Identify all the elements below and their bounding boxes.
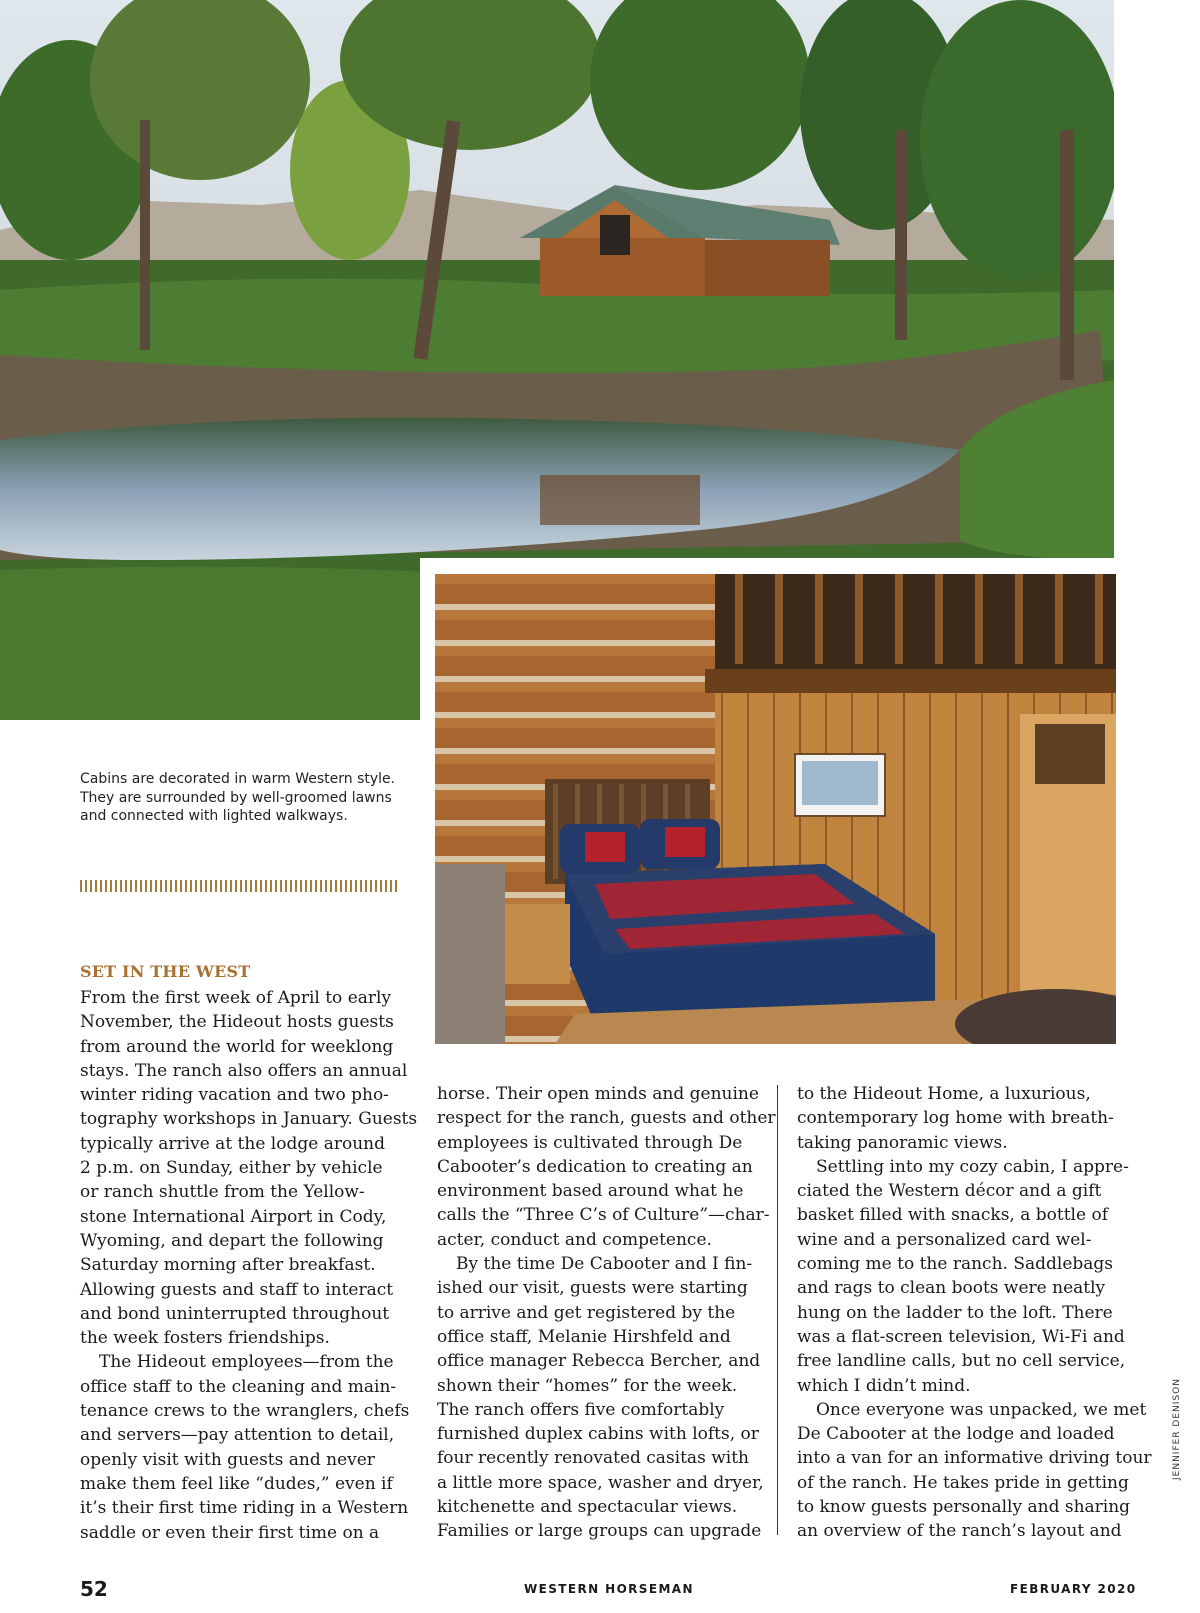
- text-line: free landline calls, but no cell service,: [797, 1351, 1126, 1372]
- text-line: November, the Hideout hosts guests: [80, 1012, 394, 1033]
- text-line: openly visit with guests and never: [80, 1449, 375, 1470]
- text-line: employees is cultivated through De: [437, 1132, 743, 1153]
- cabin-bedroom-photo: [435, 574, 1116, 1044]
- text-line: into a van for an informative driving tour: [797, 1448, 1152, 1469]
- text-line: De Cabooter at the lodge and loaded: [797, 1424, 1115, 1445]
- text-line: to arrive and get registered by the: [437, 1302, 736, 1323]
- text-line: Allowing guests and staff to interact: [80, 1279, 394, 1300]
- section-heading: SET IN THE WEST: [80, 962, 251, 981]
- text-line: office staff to the cleaning and main-: [80, 1376, 397, 1397]
- text-line: from around the world for weeklong: [80, 1036, 394, 1057]
- text-line: stays. The ranch also offers an annual: [80, 1060, 408, 1081]
- text-line: From the first week of April to early: [80, 988, 392, 1008]
- text-line: environment based around what he: [437, 1181, 744, 1202]
- text-line: shown their “homes” for the week.: [437, 1375, 738, 1396]
- page-number: 52: [80, 1577, 108, 1601]
- text-line: to know guests personally and sharing: [797, 1497, 1131, 1518]
- text-line: of the ranch. He takes pride in getting: [797, 1472, 1129, 1493]
- text-line: 2 p.m. on Sunday, either by vehicle: [80, 1158, 383, 1179]
- text-line: respect for the ranch, guests and other: [437, 1108, 776, 1129]
- text-line: Families or large groups can upgrade: [437, 1521, 762, 1542]
- caption-line: Cabins are decorated in warm Western style.: [80, 771, 396, 787]
- text-line: four recently renovated casitas with: [437, 1448, 749, 1469]
- article-column-3: [797, 1082, 1152, 1544]
- issue-date: FEBRUARY 2020: [1010, 1582, 1137, 1596]
- text-line: furnished duplex cabins with lofts, or: [437, 1424, 759, 1445]
- text-line: The Hideout employees—from the: [99, 1352, 394, 1373]
- text-line: it’s their first time riding in a Western: [80, 1498, 409, 1519]
- text-line: and rags to clean boots were neatly: [797, 1278, 1106, 1299]
- text-line: or ranch shuttle from the Yellow-: [80, 1182, 365, 1203]
- text-line: calls the “Three C’s of Culture”—char-: [437, 1205, 770, 1226]
- article-column-1: [80, 986, 417, 1545]
- text-line: stone International Airport in Cody,: [80, 1206, 387, 1227]
- column-rule: [777, 1085, 778, 1535]
- text-line: wine and a personalized card wel-: [797, 1229, 1092, 1250]
- text-line: contemporary log home with breath-: [797, 1108, 1114, 1129]
- text-line: office manager Rebecca Bercher, and: [437, 1351, 761, 1372]
- text-line: an overview of the ranch’s layout and: [797, 1521, 1122, 1542]
- text-line: was a flat-screen television, Wi-Fi and: [797, 1326, 1125, 1347]
- text-line: saddle or even their first time on a: [80, 1522, 380, 1543]
- text-line: a little more space, washer and dryer,: [437, 1472, 764, 1493]
- text-line: hung on the ladder to the loft. There: [797, 1302, 1113, 1323]
- text-line: and servers—pay attention to detail,: [80, 1425, 395, 1446]
- text-line: ished our visit, guests were starting: [437, 1278, 748, 1299]
- text-line: acter, conduct and competence.: [437, 1229, 712, 1250]
- caption-line: and connected with lighted walkways.: [80, 808, 348, 824]
- text-line: kitchenette and spectacular views.: [437, 1497, 738, 1518]
- text-line: tenance crews to the wranglers, chefs: [80, 1401, 410, 1422]
- text-line: basket filled with snacks, a bottle of: [797, 1205, 1108, 1226]
- text-line: office staff, Melanie Hirshfeld and: [437, 1326, 731, 1347]
- text-line: Settling into my cozy cabin, I appre-: [816, 1156, 1129, 1177]
- text-line: typically arrive at the lodge around: [80, 1133, 385, 1154]
- text-line: Cabooter’s dedication to creating an: [437, 1156, 753, 1177]
- text-line: The ranch offers five comfortably: [437, 1399, 725, 1420]
- text-line: ciated the Western décor and a gift: [797, 1181, 1102, 1202]
- text-line: horse. Their open minds and genuine: [437, 1084, 759, 1104]
- text-line: coming me to the ranch. Saddlebags: [797, 1254, 1114, 1275]
- magazine-name: WESTERN HORSEMAN: [524, 1582, 694, 1596]
- text-line: tography workshops in January. Guests: [80, 1109, 418, 1130]
- text-line: winter riding vacation and two pho-: [80, 1085, 389, 1106]
- text-line: the week fosters friendships.: [80, 1328, 330, 1349]
- caption-line: They are surrounded by well-groomed lawns: [80, 789, 392, 806]
- text-line: to the Hideout Home, a luxurious,: [797, 1084, 1091, 1104]
- text-line: By the time De Cabooter and I fin-: [456, 1254, 753, 1275]
- text-line: Wyoming, and depart the following: [80, 1230, 384, 1251]
- photo-caption: [80, 770, 410, 826]
- text-line: Saturday morning after breakfast.: [80, 1255, 376, 1276]
- text-line: make them feel like “dudes,” even if: [80, 1473, 393, 1494]
- text-line: and bond uninterrupted throughout: [80, 1303, 390, 1324]
- text-line: taking panoramic views.: [797, 1132, 1008, 1153]
- text-line: Once everyone was unpacked, we met: [816, 1399, 1147, 1420]
- article-column-2: [437, 1082, 776, 1544]
- decorative-divider: [80, 880, 398, 892]
- text-line: which I didn’t mind.: [797, 1375, 971, 1396]
- photo-credit: JENNIFER DENISON: [1172, 1378, 1182, 1480]
